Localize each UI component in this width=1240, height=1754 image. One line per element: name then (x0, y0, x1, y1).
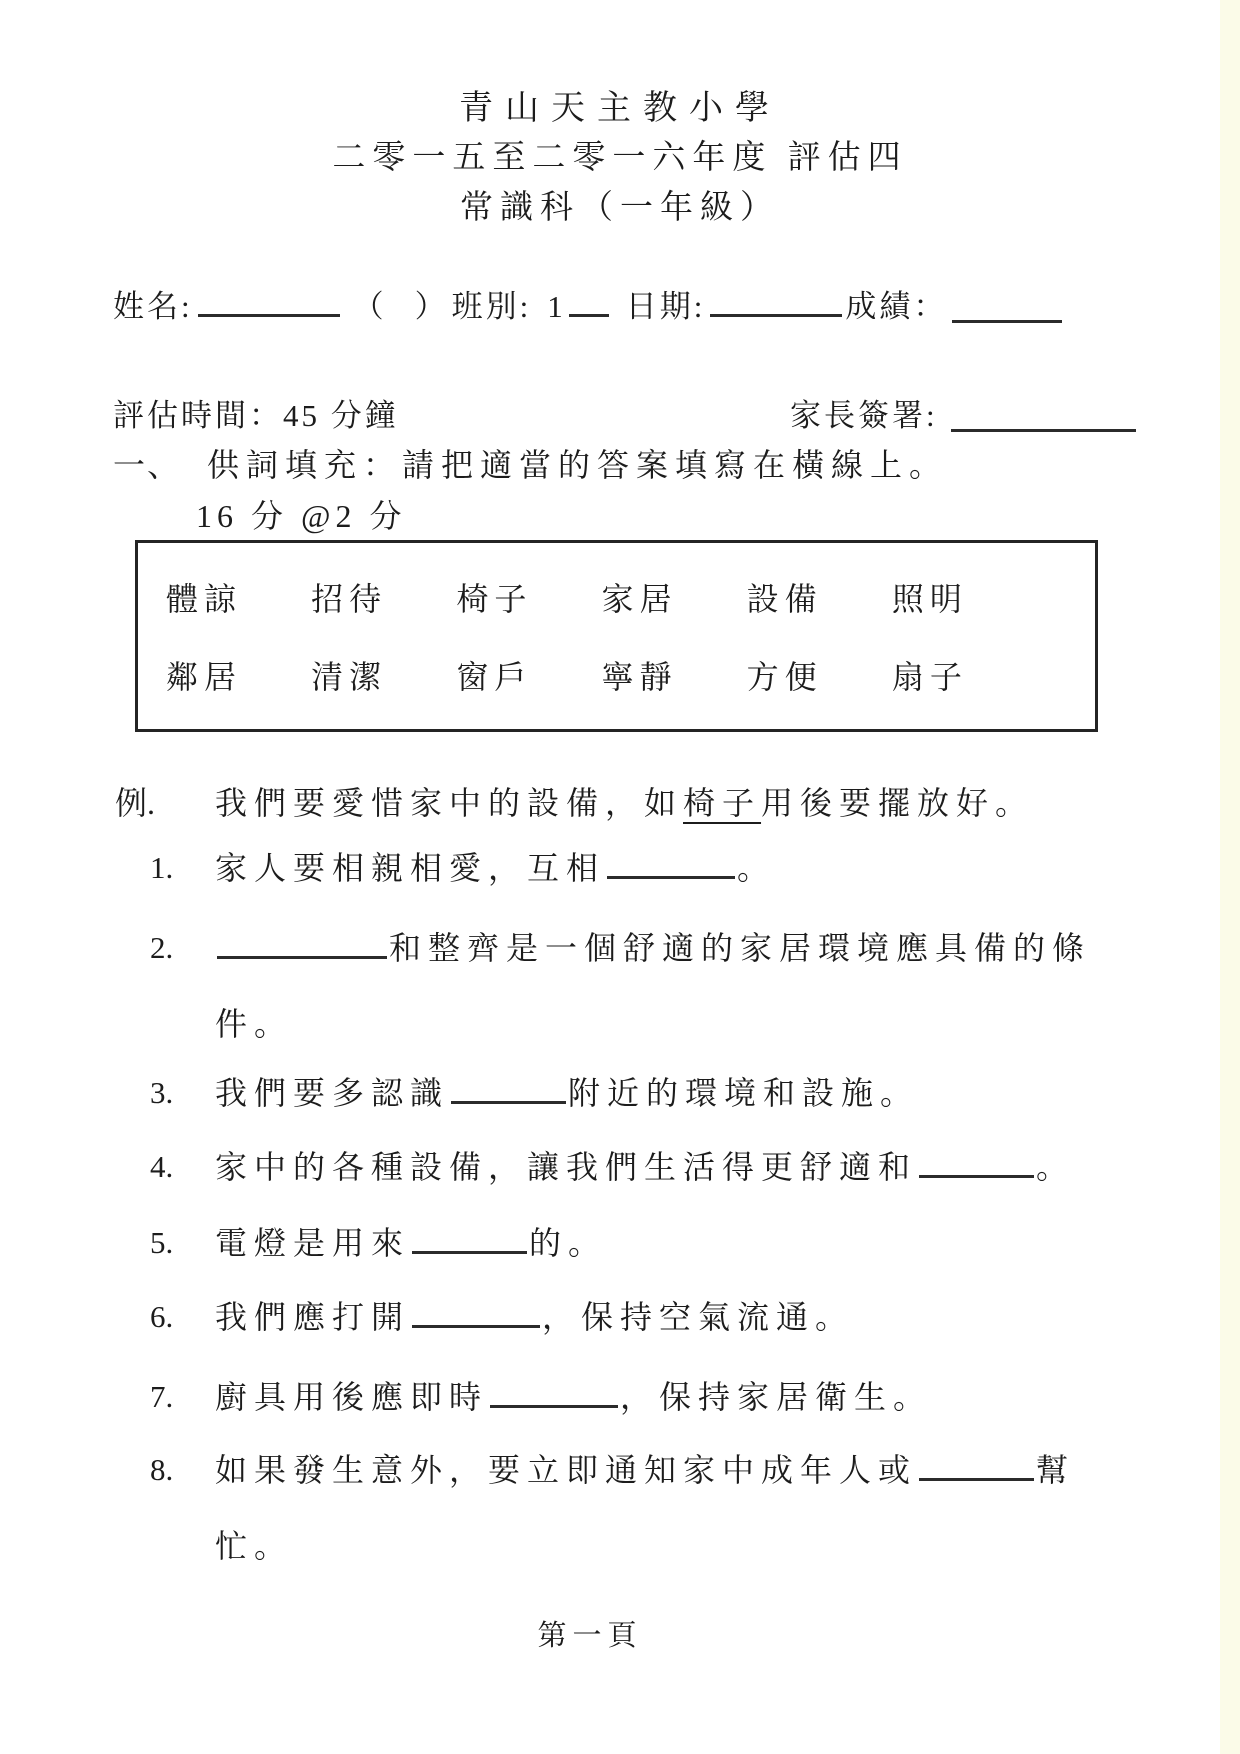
answer-blank-line (412, 1295, 540, 1328)
date-blank-line (710, 282, 842, 317)
question-text (215, 1279, 1130, 1355)
question-post: 。 (1036, 1149, 1076, 1185)
word-bank-item: 體諒 (166, 581, 243, 618)
question-post: ，保持空氣流通。 (542, 1299, 855, 1335)
question-row-4 (150, 1129, 1130, 1205)
question-post: 附近的環境和設施。 (568, 1075, 920, 1111)
class-label: 班別: (451, 289, 532, 324)
question-row-3 (150, 1055, 1130, 1131)
question-pre: 家人要相親相愛，互相 (215, 850, 606, 886)
parent-signature-blank-line (951, 397, 1136, 432)
question-post: 幫忙。 (215, 1452, 1076, 1564)
question-text (215, 830, 1130, 906)
question-text (215, 1359, 1130, 1435)
parent-signature-label: 家長簽署: (790, 398, 938, 433)
question-pre: 廚具用後應即時 (215, 1379, 489, 1415)
example-text-before: 我們要愛惜家中的設備，如 (215, 785, 684, 821)
question-text (215, 1205, 1130, 1281)
score-blank-line (952, 288, 1062, 323)
name-blank-line (198, 282, 340, 317)
question-number: 6. (150, 1299, 174, 1334)
year-term-title: 二零一五至二零一六年度 評估四 (332, 140, 908, 176)
question-pre: 如果發生意外，要立即通知家中成年人或 (215, 1452, 918, 1488)
question-number: 5. (150, 1225, 174, 1260)
question-number: 7. (150, 1379, 174, 1414)
answer-blank-line (607, 846, 735, 879)
question-number: 2. (150, 930, 174, 965)
question-number: 4. (150, 1149, 174, 1184)
section-marks: 16 分 @2 分 (196, 498, 407, 534)
parent-signature-line (790, 390, 1139, 435)
score-label: 成績： (845, 289, 948, 324)
answer-blank-line (217, 926, 387, 959)
subject-grade-title: 常識科（一年級） (460, 190, 780, 226)
word-bank-box (135, 540, 1098, 732)
question-row-8 (150, 1432, 1130, 1584)
student-info-line (113, 281, 1153, 326)
word-bank-item: 鄰居 (166, 658, 243, 695)
question-number: 8. (150, 1452, 174, 1487)
word-bank-item: 招待 (311, 581, 388, 618)
page-number-footer: 第一頁 (537, 1620, 643, 1652)
word-bank-item: 窗戶 (456, 658, 533, 695)
name-label: 姓名: (113, 289, 193, 324)
word-bank-item: 寧靜 (601, 658, 678, 695)
example-label: 例. (115, 785, 156, 821)
question-pre: 我們要多認識 (215, 1075, 450, 1111)
question-pre: 電燈是用來 (215, 1225, 411, 1261)
answer-blank-line (412, 1221, 527, 1254)
word-bank-item: 方便 (746, 658, 823, 695)
assessment-time: 評估時間：45 分鐘 (113, 398, 399, 433)
answer-blank-line (919, 1448, 1034, 1481)
question-row-1 (150, 830, 1130, 906)
section-one-heading (113, 440, 948, 486)
question-number: 1. (150, 850, 174, 885)
question-row-5 (150, 1205, 1130, 1281)
class-value: 1 (547, 289, 566, 324)
question-text (215, 1129, 1130, 1205)
question-text (215, 1055, 1130, 1131)
word-bank-item: 扇子 (891, 658, 968, 695)
question-row-7 (150, 1359, 1130, 1435)
question-pre: 家中的各種設備，讓我們生活得更舒適和 (215, 1149, 918, 1185)
example-text-after: 用後要擺放好。 (761, 785, 1035, 821)
word-bank-item: 清潔 (311, 658, 388, 695)
date-label: 日期: (625, 289, 706, 324)
question-post: 的。 (529, 1225, 608, 1261)
question-post: ，保持家居衛生。 (620, 1379, 933, 1415)
class-number-paren: （ ） (352, 289, 446, 324)
section-title: 供詞填充：請把適當的答案填寫在橫線上。 (207, 447, 949, 483)
word-bank-item: 家居 (601, 581, 678, 618)
question-pre: 我們應打開 (215, 1299, 411, 1335)
school-name: 青山天主教小學 (459, 90, 781, 127)
question-row-2 (150, 910, 1130, 1062)
example-answer: 椅子 (683, 785, 762, 821)
question-number: 3. (150, 1075, 174, 1110)
question-row-6 (150, 1279, 1130, 1355)
scan-edge-artifact (1220, 0, 1240, 1754)
question-text (215, 910, 1130, 1062)
class-blank-line (569, 282, 609, 317)
section-number: 一、 (113, 447, 182, 483)
word-bank-item: 設備 (746, 581, 823, 618)
answer-blank-line (919, 1145, 1034, 1178)
word-bank-item: 椅子 (456, 581, 533, 618)
answer-blank-line (490, 1375, 618, 1408)
question-post: 。 (737, 850, 777, 886)
word-bank-item: 照明 (891, 581, 968, 618)
question-text (215, 1432, 1130, 1584)
answer-blank-line (451, 1071, 566, 1104)
question-post: 和整齊是一個舒適的家居環境應具備的條件。 (215, 930, 1092, 1042)
